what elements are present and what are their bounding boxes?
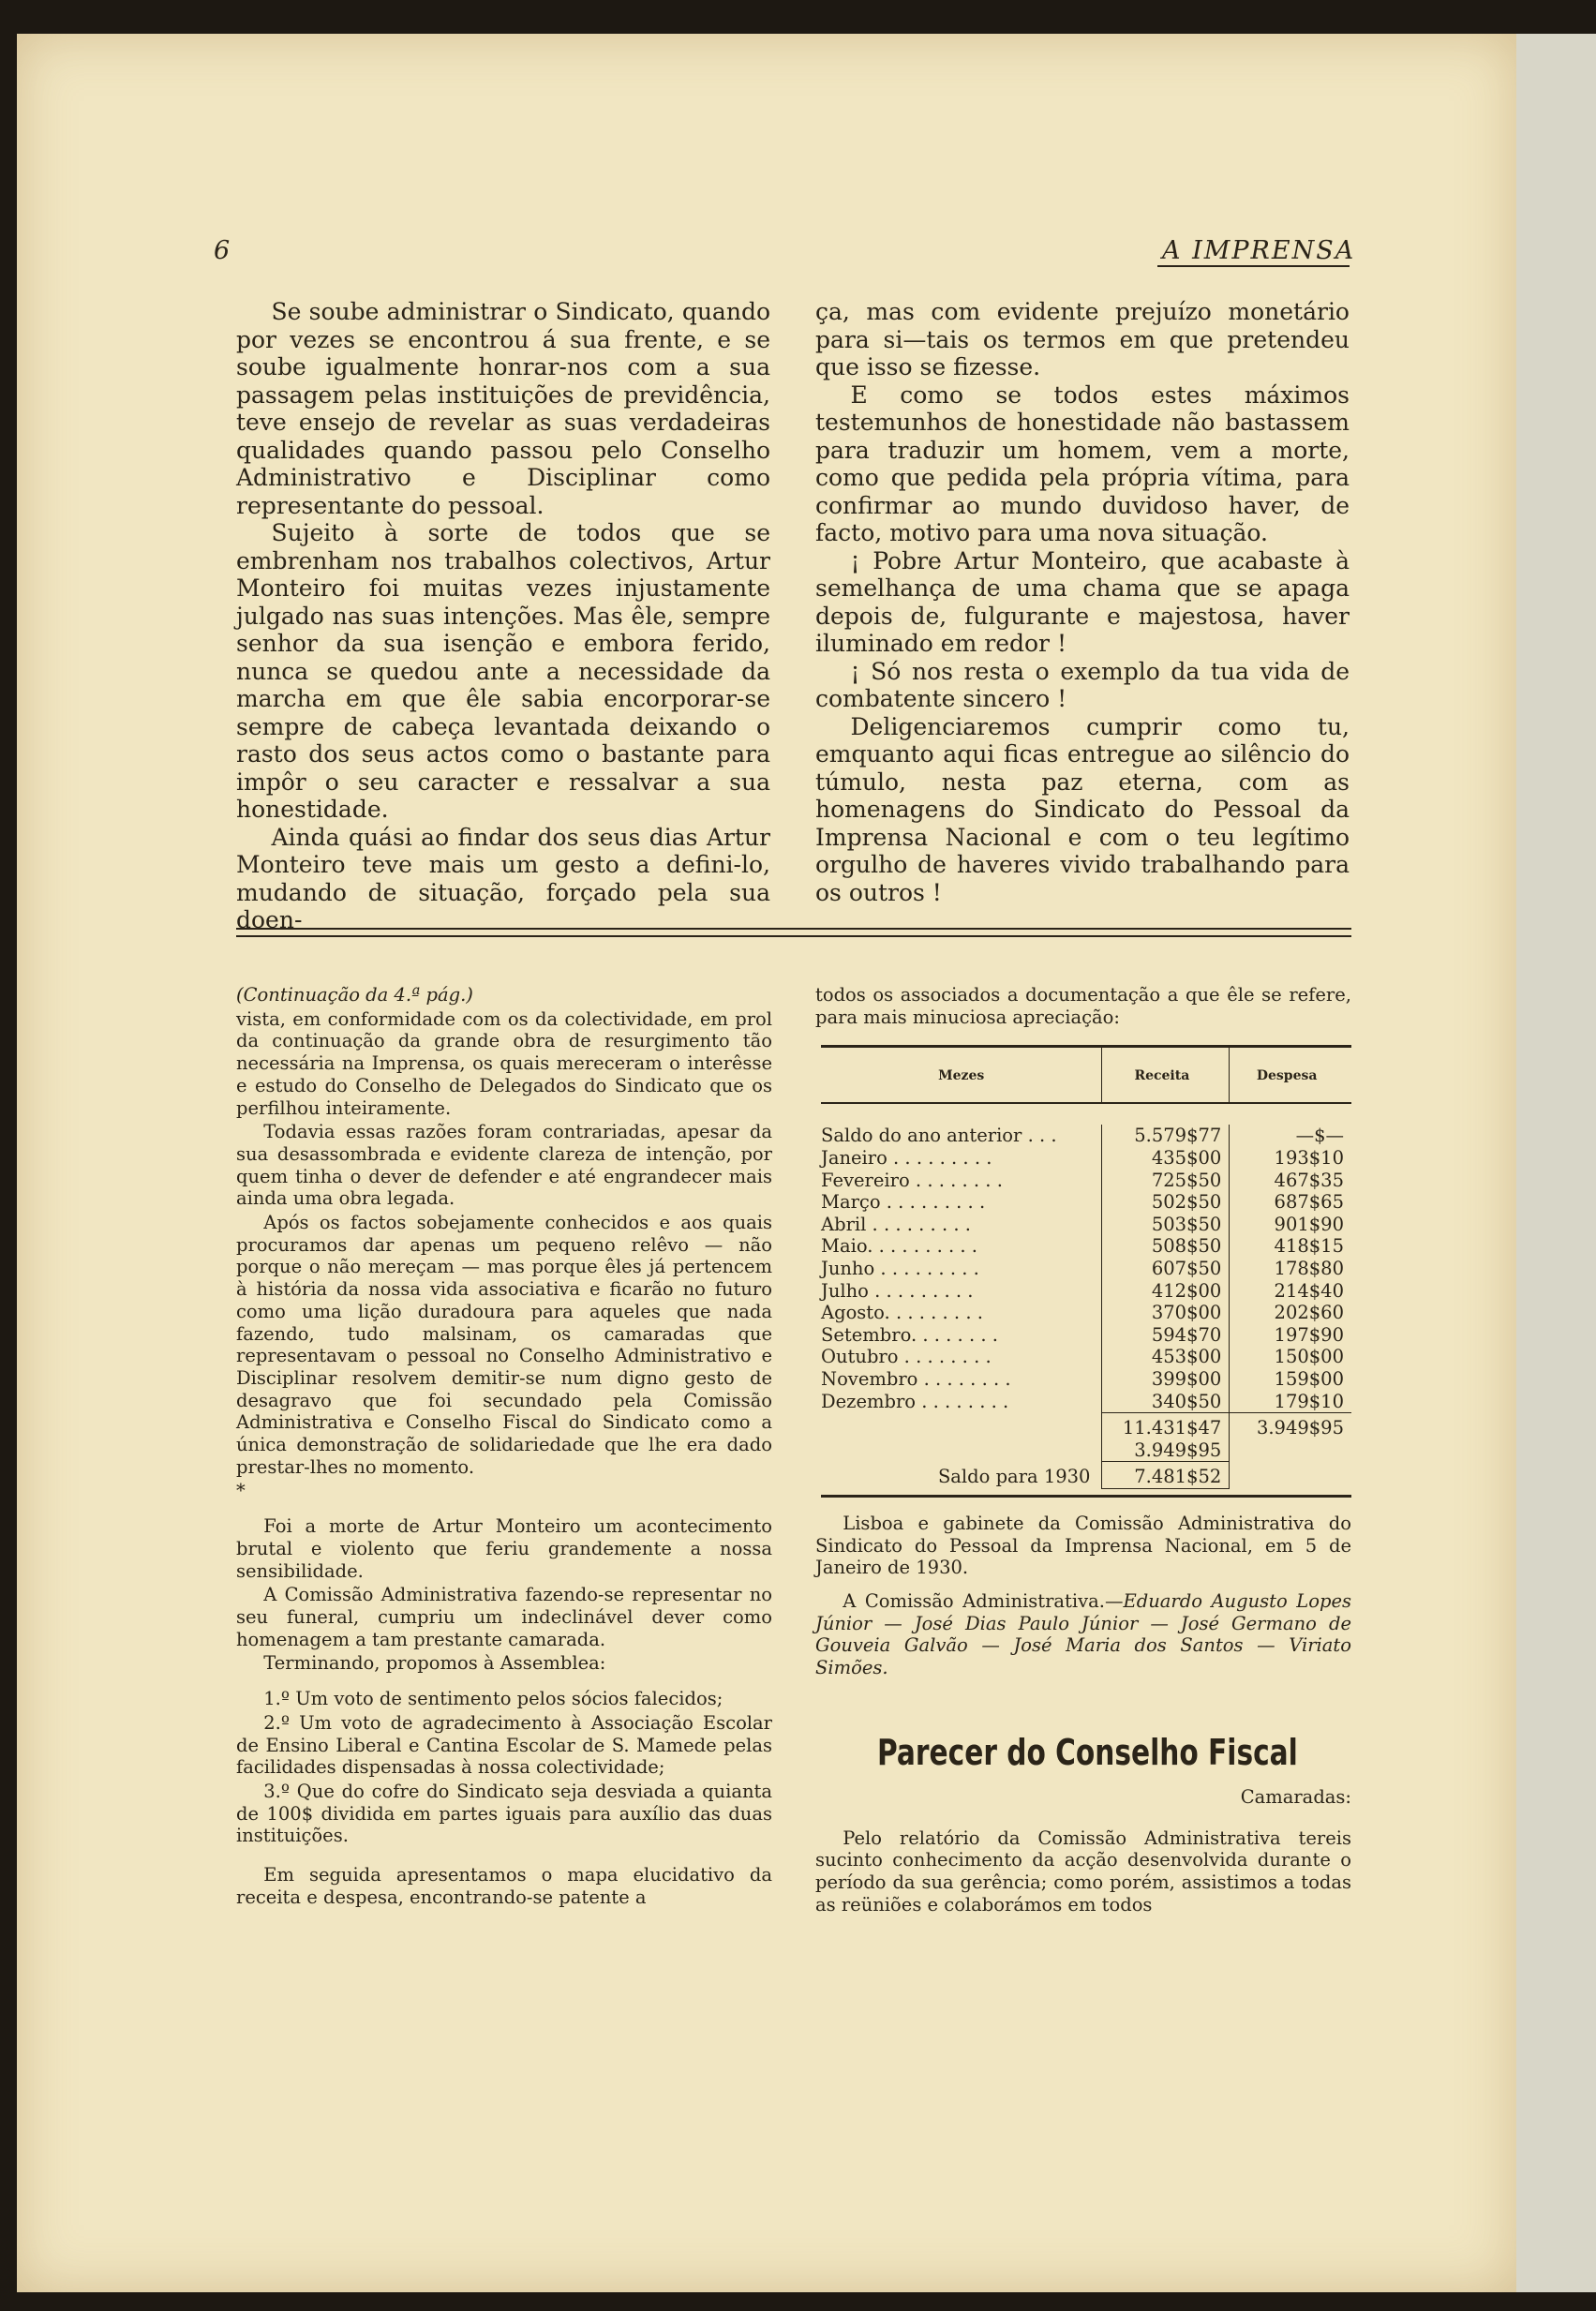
- table-row: [821, 1280, 1351, 1303]
- receita-cell: 503$50: [1102, 1214, 1230, 1236]
- receita-cell: 399$00: [1102, 1368, 1230, 1391]
- column-header: Despesa: [1230, 1048, 1351, 1103]
- despesa-cell: 159$00: [1230, 1368, 1351, 1391]
- table-row: [821, 1170, 1351, 1192]
- despesa-cell: 197$90: [1230, 1324, 1351, 1347]
- table-row: [821, 1258, 1351, 1280]
- proposal-list: [236, 1688, 772, 1847]
- running-header: A IMPRENSA: [1162, 236, 1356, 265]
- table-row: [821, 1302, 1351, 1324]
- top-left-column: [236, 298, 770, 934]
- paragraph: Deligenciaremos cumprir como tu, emquanto aqui ficas entregue ao silêncio do túmulo, nesta paz eterna, com as homenagens do Sindicato do Pessoal da Imprensa Nacional e com o teu legítimo orgulho de haveres vivido trabalhando para os outros !: [815, 712, 1350, 906]
- page-number: 6: [214, 236, 231, 265]
- paragraph: vista, em conformidade com os da colectividade, em prol da continuação da grande obra de resurgimento tão necessária na Imprensa, os quais mereceram o interêsse e estudo do Conselho de Delegados do Sindicato que os perfilhou inteiramente.: [236, 1007, 772, 1119]
- paragraph: ça, mas com evidente prejuízo monetário para si—tais os termos em que pretendeu que isso se fizesse.: [815, 298, 1350, 380]
- despesa-cell: 178$80: [1230, 1258, 1351, 1280]
- adjacent-page-edge: [1516, 34, 1596, 2292]
- row-label: Setembro. . . . . . . .: [821, 1323, 998, 1346]
- salutation: Camaradas:: [1240, 1785, 1351, 1808]
- despesa-cell: 150$00: [1230, 1346, 1351, 1368]
- paragraph: E como se todos estes máximos testemunhos de honestidade não bastassem para traduzir um homem, vem a morte, como que pedida pela própria vítima, para confirmar ao mundo duvidoso haver, de facto, motivo para uma nova situação.: [815, 380, 1350, 546]
- totals-row: [821, 1413, 1351, 1439]
- row-label: Agosto. . . . . . . . .: [821, 1302, 983, 1324]
- receita-cell: 340$50: [1102, 1391, 1230, 1413]
- separator-asterisk: *: [236, 1480, 246, 1502]
- row-label: Junho . . . . . . . . .: [821, 1257, 979, 1279]
- row-label: Outubro . . . . . . . .: [821, 1346, 992, 1368]
- table-row: [821, 1147, 1351, 1170]
- receita-cell: 725$50: [1102, 1170, 1230, 1192]
- despesa-cell: 179$10: [1230, 1391, 1351, 1413]
- paragraph: Foi a morte de Artur Monteiro um acontecimento brutal e violento que feriu grandemente a nossa sensibilidade.: [236, 1515, 772, 1582]
- top-right-column: [815, 298, 1350, 906]
- despesa-cell: 687$65: [1230, 1191, 1351, 1214]
- header-underline: [1157, 265, 1350, 267]
- receita-cell: 502$50: [1102, 1191, 1230, 1214]
- saldo-row: [821, 1462, 1351, 1489]
- paragraph: A Comissão Administrativa fazendo-se representar no seu funeral, cumpriu um indeclinável dever como homenagem a tam prestante camarada.: [236, 1584, 772, 1650]
- table-row: [821, 1346, 1351, 1368]
- paragraph: Sujeito à sorte de todos que se embrenham nos trabalhos colectivos, Artur Monteiro foi muitas vezes injustamente julgado nas suas intenções. Mas êle, sempre senhor da sua isenção e embora ferido, nunca se quedou ante a necessidade da marcha em que êle sabia encorporar-se sempre de cabeça levantada deixando o rasto dos seus actos como o bastante para impôr o seu caracter e ressalvar a sua honestidade.: [236, 519, 770, 823]
- despesa-cell: 193$10: [1230, 1147, 1351, 1170]
- table-row: [821, 1368, 1351, 1391]
- paragraph: todos os associados a documentação a que êle se refere, para mais minuciosa apreciação:: [815, 984, 1351, 1028]
- despesa-cell: 901$90: [1230, 1214, 1351, 1236]
- paragraph: Pelo relatório da Comissão Administrativa tereis sucinto conhecimento da acção desenvolvida durante o período da sua gerência; como porém, assistimos a todas as reüniões e colaborámos em todos: [815, 1826, 1351, 1916]
- accounts-table: [821, 1048, 1351, 1489]
- receita-cell: 607$50: [1102, 1258, 1230, 1280]
- despesa-cell: 467$35: [1230, 1170, 1351, 1192]
- receita-cell: 412$00: [1102, 1280, 1230, 1303]
- saldo-value: 7.481$52: [1102, 1462, 1230, 1489]
- list-item: 2.º Um voto de agradecimento à Associação Escolar de Ensino Liberal e Cantina Escolar de S. Mamede pelas facilidades dispensadas à nossa colectividade;: [236, 1711, 772, 1779]
- total-despesa: 3.949$95: [1230, 1413, 1351, 1439]
- row-label: Dezembro . . . . . . . .: [821, 1390, 1009, 1412]
- receita-cell: 370$00: [1102, 1302, 1230, 1324]
- row-label: Novembro . . . . . . . .: [821, 1367, 1011, 1390]
- paragraph: Se soube administrar o Sindicato, quando por vezes se encontrou á sua frente, e se soube igualmente honrar-nos com a sua passagem pelas instituições de previdência, teve ensejo de revelar as suas verdadeiras qualidades quando passou pelo Conselho Administrativo e Disciplinar como representante do pessoal.: [236, 298, 770, 519]
- column-header: Receita: [1102, 1048, 1230, 1103]
- subtract-row: [821, 1439, 1351, 1462]
- lower-left-column: [236, 984, 772, 1910]
- table-bottom-rule: [821, 1495, 1351, 1498]
- paragraph: Ainda quási ao findar dos seus dias Artur Monteiro teve mais um gesto a defini-lo, mudando de situação, forçado pela sua doen-: [236, 823, 770, 933]
- paragraph: ¡ Só nos resta o exemplo da tua vida de combatente sincero !: [815, 657, 1350, 712]
- continuation-note: (Continuação da 4.ª pág.): [236, 984, 473, 1006]
- saldo-label: Saldo para 1930: [937, 1466, 1091, 1488]
- despesa-cell: —$—: [1230, 1125, 1351, 1147]
- paragraph: ¡ Pobre Artur Monteiro, que acabaste à semelhança de uma chama que se apaga depois de, fulgurante e majestosa, haver iluminado em redor !: [815, 546, 1350, 657]
- accounts-table-wrapper: [821, 1045, 1351, 1489]
- paragraph: Terminando, propomos à Assemblea:: [263, 1652, 606, 1675]
- signature-names: Eduardo Augusto Lopes Júnior — José Dias Paulo Júnior — José Germano de Gouveia Galvão — José Maria dos Santos — Viriato Simões.: [815, 1590, 1351, 1679]
- section-title: Parecer do Conselho Fiscal: [877, 1731, 1298, 1773]
- despesa-cell: 418$15: [1230, 1235, 1351, 1258]
- row-label: Janeiro . . . . . . . . .: [821, 1147, 992, 1169]
- column-header: Mezes: [821, 1048, 1102, 1103]
- signatures-lead: A Comissão Administrativa.—: [843, 1590, 1124, 1613]
- table-row: [821, 1324, 1351, 1347]
- receita-cell: 594$70: [1102, 1324, 1230, 1347]
- total-receita: 11.431$47: [1102, 1413, 1230, 1439]
- row-label: Abril . . . . . . . . .: [821, 1213, 971, 1235]
- receita-cell: 508$50: [1102, 1235, 1230, 1258]
- paragraph: Em seguida apresentamos o mapa elucidativo da receita e despesa, encontrando-se patente a: [236, 1864, 772, 1908]
- receita-cell: 5.579$77: [1102, 1125, 1230, 1147]
- row-label: Março . . . . . . . . .: [821, 1191, 986, 1214]
- lower-right-column: [815, 984, 1351, 1917]
- section-title-wrapper: [815, 1732, 1351, 1773]
- table-row: [821, 1235, 1351, 1258]
- list-item: 1.º Um voto de sentimento pelos sócios falecidos;: [263, 1688, 723, 1710]
- despesa-cell: 214$40: [1230, 1280, 1351, 1303]
- row-label: Maio. . . . . . . . . .: [821, 1235, 977, 1258]
- total-despesa-subtracted: 3.949$95: [1102, 1439, 1230, 1462]
- receita-cell: 453$00: [1102, 1346, 1230, 1368]
- despesa-cell: 202$60: [1230, 1302, 1351, 1324]
- row-label: Julho . . . . . . . . .: [821, 1279, 974, 1302]
- paragraph: Todavia essas razões foram contrariadas, apesar da sua desassombrada e evidente clareza de intenção, por quem tinha o dever de defender e até engrandecer mais ainda uma obra legada.: [236, 1121, 772, 1210]
- receita-cell: 435$00: [1102, 1147, 1230, 1170]
- paragraph: Após os factos sobejamente conhecidos e aos quais procuramos dar apenas um pequeno relêvo — não porque o não mereçam — mas porque êles já pertencem à história da nossa vida associativa e ficarão no futuro como uma lição duradoura para aqueles que nada fazendo, tudo malsinam, os camaradas que representavam o pessoal no Conselho Administrativo e Disciplinar resolvem demitir-se num digno gesto de desagravo que foi secundado pela Comissão Administrativa e Conselho Fiscal do Sindicato como a única demonstração de solidariedade que lhe era dado prestar-lhes no momento.: [236, 1212, 772, 1478]
- place-and-date: Lisboa e gabinete da Comissão Administrativa do Sindicato do Pessoal da Imprensa Nacional, em 5 de Janeiro de 1930.: [815, 1512, 1351, 1579]
- list-item: 3.º Que do cofre do Sindicato seja desviada a quianta de 100$ dividida em partes iguais para auxílio das duas instituições.: [236, 1780, 772, 1847]
- table-row: [821, 1214, 1351, 1236]
- table-row: [821, 1125, 1351, 1147]
- signatures: [815, 1590, 1351, 1679]
- table-row: [821, 1191, 1351, 1214]
- table-row: [821, 1391, 1351, 1413]
- section-divider: [236, 928, 1351, 937]
- row-label: Saldo do ano anterior . . .: [821, 1125, 1057, 1147]
- row-label: Fevereiro . . . . . . . .: [821, 1169, 1003, 1191]
